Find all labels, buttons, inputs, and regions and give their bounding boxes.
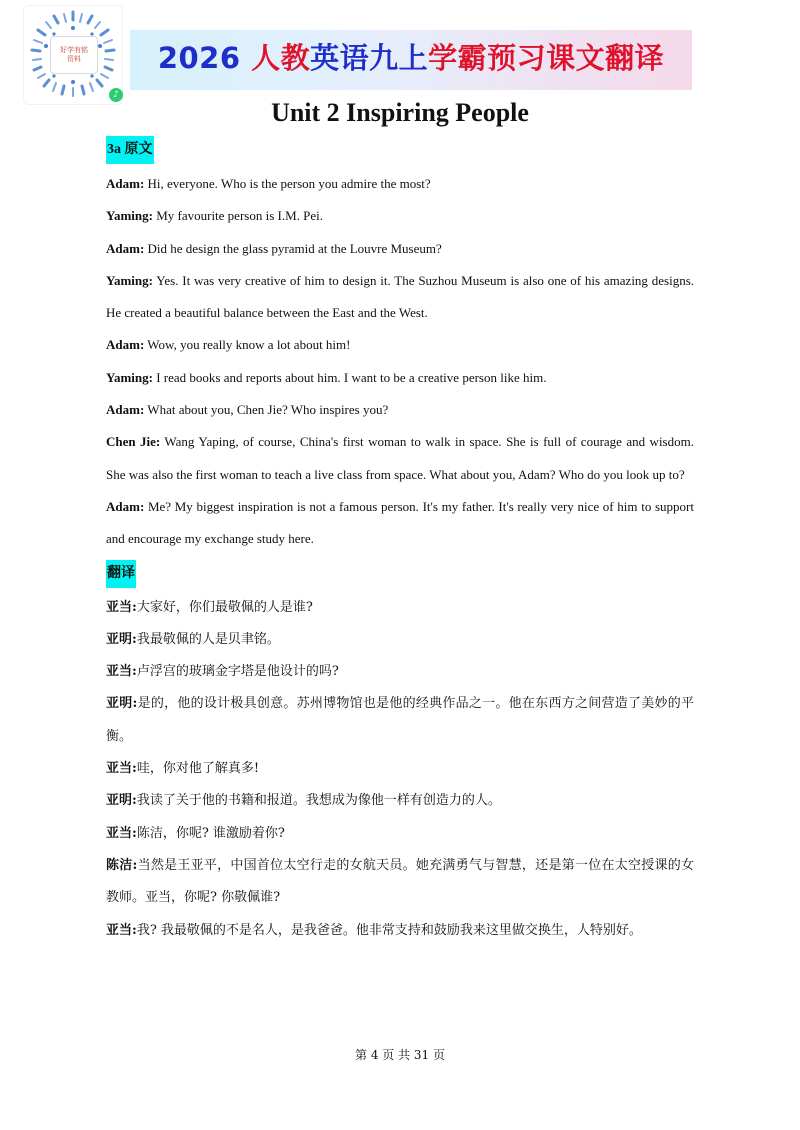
- speaker-name: 陈洁:: [106, 857, 138, 873]
- translation-line: [106, 753, 694, 785]
- translation-dialogue: [106, 592, 694, 947]
- qr-code-logo: [24, 6, 122, 104]
- speaker-name: 亚明:: [106, 696, 138, 712]
- logo-label: [50, 36, 98, 74]
- banner-year: 2026: [157, 41, 252, 75]
- speaker-name: 亚明:: [106, 793, 137, 809]
- dialogue-line: [106, 426, 694, 491]
- header-banner: [130, 30, 692, 90]
- dialogue-line: [106, 200, 694, 232]
- banner-title: [130, 38, 692, 78]
- section-original-header: [106, 136, 694, 164]
- dialogue-line: [106, 265, 694, 330]
- dialogue-text: Me? My biggest inspiration is not a famous person. It's my father. It's really very nice of him to support and encourage my exchange study here.: [106, 498, 694, 547]
- dialogue-line: [106, 394, 694, 426]
- translation-line: [106, 818, 694, 850]
- speaker-name: 亚明:: [106, 631, 137, 647]
- translation-text: 我最敬佩的人是贝聿铭。: [136, 631, 280, 647]
- section-original-label: 3a 原文: [106, 136, 154, 164]
- translation-text: 大家好，你们最敬佩的人是谁?: [136, 599, 313, 615]
- mini-program-icon: ♪: [109, 88, 123, 102]
- speaker-name: Adam:: [106, 240, 145, 256]
- speaker-name: Adam:: [106, 498, 145, 514]
- dialogue-text: I read books and reports about him. I want to be a creative person like him.: [152, 369, 547, 385]
- dialogue-text: Hi, everyone. Who is the person you admire the most?: [144, 176, 431, 191]
- dialogue-line: [106, 491, 694, 556]
- speaker-name: Adam:: [106, 337, 145, 353]
- translation-text: 我读了关于他的书籍和报道。我想成为像他一样有创造力的人。: [136, 793, 501, 809]
- page-title: Unit 2 Inspiring People: [271, 98, 529, 127]
- speaker-name: Yaming:: [106, 369, 153, 385]
- speaker-name: Yaming:: [106, 208, 153, 224]
- speaker-name: Adam:: [106, 176, 145, 191]
- logo-text-line1: 好学有铭: [60, 46, 88, 54]
- dialogue-text: What about you, Chen Jie? Who inspires you?: [144, 402, 389, 418]
- dialogue-line: [106, 329, 694, 361]
- dialogue-text: Wow, you really know a lot about him!: [144, 337, 351, 353]
- section-translation-label: 翻译: [106, 560, 136, 588]
- dialogue-line: [106, 168, 694, 200]
- translation-line: [106, 592, 694, 624]
- dialogue-text: Yes. It was very creative of him to design it. The Suzhou Museum is also one of his amazing designs. He created a beautiful balance between the East and the West.: [106, 272, 694, 321]
- translation-text: 我? 我最敬佩的不是名人，是我爸爸。他非常支持和鼓励我来这里做交换生，人特别好。: [136, 922, 642, 938]
- speaker-name: 亚当:: [106, 599, 137, 615]
- original-dialogue: [106, 168, 694, 556]
- speaker-name: 亚当:: [106, 664, 137, 680]
- translation-line: [106, 850, 694, 915]
- translation-line: [106, 624, 694, 656]
- section-translation-header: [106, 560, 694, 588]
- translation-line: [106, 915, 694, 947]
- page-number: 第 4 页 共 31 页: [355, 1048, 445, 1062]
- speaker-name: Adam:: [106, 402, 145, 418]
- speaker-name: 亚当:: [106, 825, 137, 841]
- translation-line: [106, 785, 694, 817]
- translation-line: [106, 656, 694, 688]
- dialogue-text: My favourite person is I.M. Pei.: [152, 208, 324, 224]
- translation-text: 当然是王亚平，中国首位太空行走的女航天员。她充满勇气与智慧，还是第一位在太空授课的女教师。亚当，你呢? 你敬佩谁?: [106, 857, 694, 906]
- banner-subject: 英语九上: [310, 41, 429, 75]
- translation-line: [106, 688, 694, 753]
- dialogue-text: Did he design the glass pyramid at the Louvre Museum?: [144, 240, 442, 256]
- speaker-name: 亚当:: [106, 922, 137, 938]
- logo-text-line2: 资料: [67, 55, 81, 63]
- translation-text: 是的，他的设计极具创意。苏州博物馆也是他的经典作品之一。他在东西方之间营造了美妙的平衡。: [106, 696, 694, 744]
- dialogue-line: [106, 233, 694, 265]
- translation-text: 陈洁，你呢? 谁激励着你?: [136, 825, 285, 841]
- banner-topic: 学霸预习课文翻译: [428, 41, 665, 75]
- speaker-name: 亚当:: [106, 761, 137, 777]
- translation-text: 哇，你对他了解真多!: [136, 761, 260, 777]
- translation-text: 卢浮宫的玻璃金字塔是他设计的吗?: [136, 664, 339, 680]
- banner-publisher: 人教: [251, 41, 311, 75]
- main-content: [106, 136, 694, 947]
- speaker-name: Chen Jie:: [106, 434, 161, 450]
- dialogue-text: Wang Yaping, of course, China's first woman to walk in space. She is full of courage and wisdom. She was also the first woman to teach a live class from space. What about you, Adam? Who do you look up to?: [106, 434, 694, 482]
- dialogue-line: [106, 362, 694, 394]
- speaker-name: Yaming:: [106, 272, 153, 288]
